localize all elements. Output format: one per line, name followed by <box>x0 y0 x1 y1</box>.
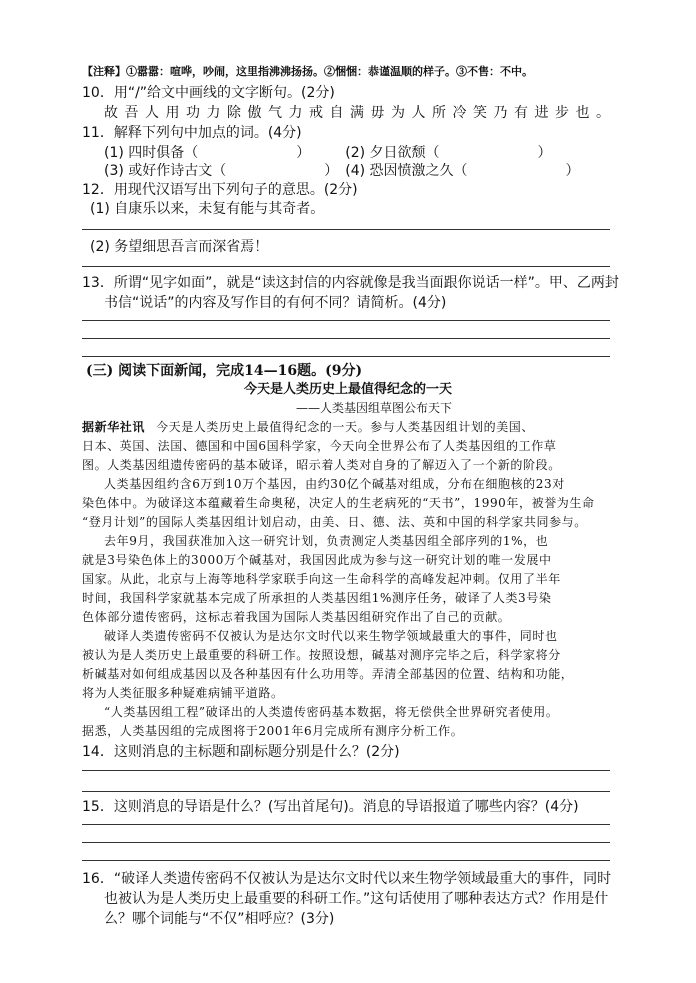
answer-line[interactable] <box>82 229 610 230</box>
news-paragraph-line: 色体部分遗传密码，这标志着我国为国际人类基因组研究作出了自己的贡献。 <box>82 610 511 624</box>
section-heading: (三) 阅读下面新闻，完成14—16题。(9分) <box>86 363 363 379</box>
annotation-notes: 【注释】①嚣嚣：喧哗，吵闹，这里指沸沸扬扬。②悃悃：恭谨温顺的样子。③不售：不中。 <box>82 65 533 78</box>
news-paragraph-line: 今天是人类历史上最值得纪念的一天。参与人类基因组计划的美国、 <box>156 420 535 434</box>
news-paragraph-line: 据悉，人类基因组的完成图将于2001年6月完成所有测序分析工作。 <box>82 724 464 738</box>
news-paragraph-line: 被认为是人类历史上最重要的科研工作。按照设想，碱基对测序完毕之后，科学家将分 <box>82 648 561 662</box>
news-paragraph-line: 就是3号染色体上的3000万个碱基对，我国因此成为参与这一研究计划的唯一发展中 <box>82 553 552 567</box>
answer-line[interactable] <box>82 770 610 771</box>
news-paragraph-line: 国家。从此，北京与上海等地科学家联手向这一生命科学的高峰发起冲刺。仅用了半年 <box>82 572 561 586</box>
answer-line[interactable] <box>82 320 610 321</box>
question-11-row1: (1) 四时俱备（ ） (2) 夕日欲颓（ ） <box>104 145 552 161</box>
question-12-item1: (1) 自康乐以来，未复有能与其奇者。 <box>90 201 325 217</box>
question-15: 15．这则消息的导语是什么？(写出首尾句)。消息的导语报道了哪些内容？(4分) <box>82 799 579 815</box>
answer-line[interactable] <box>82 860 610 861</box>
answer-line[interactable] <box>82 824 610 825</box>
news-paragraph-line: 破译人类遗传密码不仅被认为是达尔文时代以来生物学领域最重大的事件，同时也 <box>104 629 558 643</box>
news-paragraph-line: 析碱基对如何组成基因以及各种基因有什么功用等。弄清全部基因的位置、结构和功能， <box>82 667 574 681</box>
news-paragraph-line: 染色体中。为破译这本蕴藏着生命奥秘，决定人的生老病死的“天书”，1990年，被誉为生命 <box>82 496 595 510</box>
answer-line[interactable] <box>82 338 610 339</box>
news-paragraph-line: 日本、英国、法国、德国和中国6国科学家，今天向全世界公布了人类基因组的工作草 <box>82 439 557 453</box>
question-12-item2: (2) 务望细思吾言而深省焉！ <box>90 239 269 255</box>
answer-line[interactable] <box>82 356 610 357</box>
news-source: 据新华社讯 <box>82 420 146 434</box>
question-16-line2: 也被认为是人类历史上最重要的科研工作。”这句话使用了哪种表达方式？作用是什 <box>104 891 609 907</box>
question-13-line1: 13．所谓“见字如面”，就是“读这封信的内容就像是我当面跟你说话一样”。甲、乙两封 <box>82 275 619 291</box>
news-paragraph-line: 去年9月，我国获准加入这一研究计划，负责测定人类基因组全部序列的1%，也 <box>104 534 549 548</box>
question-14: 14．这则消息的主标题和副标题分别是什么？(2分) <box>82 744 400 760</box>
news-paragraph-line: 时间，我国科学家就基本完成了所承担的人类基因组1%测序任务，破译了人类3号染 <box>82 591 552 605</box>
news-subtitle: ——人类基因组草图公布天下 <box>296 401 453 415</box>
question-10: 10．用“/”给文中画线的文字断句。(2分) <box>82 85 335 101</box>
question-12: 12．用现代汉语写出下列句子的意思。(2分) <box>82 182 358 198</box>
answer-line[interactable] <box>82 266 610 267</box>
news-paragraph-line: 人类基因组约含6万到10万个基因，由约30亿个碱基对组成，分布在细胞核的23对 <box>104 477 565 491</box>
answer-line[interactable] <box>82 842 610 843</box>
question-11-row2: (3) 或好作诗古文（ ） (4) 恐因愤激之久（ ） <box>104 163 580 179</box>
question-10-sentence: 故吾人用功力除傲气力戒自满毋为人所冷笑乃有进步也。 <box>104 105 617 121</box>
news-paragraph-line: 将为人类征服多种疑难病铺平道路。 <box>82 686 284 700</box>
news-title: 今天是人类历史上最值得纪念的一天 <box>243 382 452 397</box>
question-13-line2: 书信“说话”的内容及写作目的有何不同？请简析。(4分) <box>104 295 447 311</box>
question-11: 11．解释下列句中加点的词。(4分) <box>82 125 302 141</box>
news-paragraph-line: “登月计划”的国际人类基因组计划启动，由美、日、德、法、英和中国的科学家共同参与。 <box>82 515 587 529</box>
question-16-line3: 么？哪个词能与“不仅”相呼应？(3分) <box>104 911 335 927</box>
answer-line[interactable] <box>82 791 610 792</box>
news-paragraph-line: 图。人类基因组遗传密码的基本破译，昭示着人类对自身的了解迈入了一个新的阶段。 <box>82 458 561 472</box>
news-paragraph-line: “人类基因组工程”破译出的人类遗传密码基本数据，将无偿供全世界研究者使用。 <box>104 705 559 719</box>
question-16-line1: 16．“破译人类遗传密码不仅被认为是达尔文时代以来生物学领域最重大的事件，同时 <box>82 871 612 887</box>
